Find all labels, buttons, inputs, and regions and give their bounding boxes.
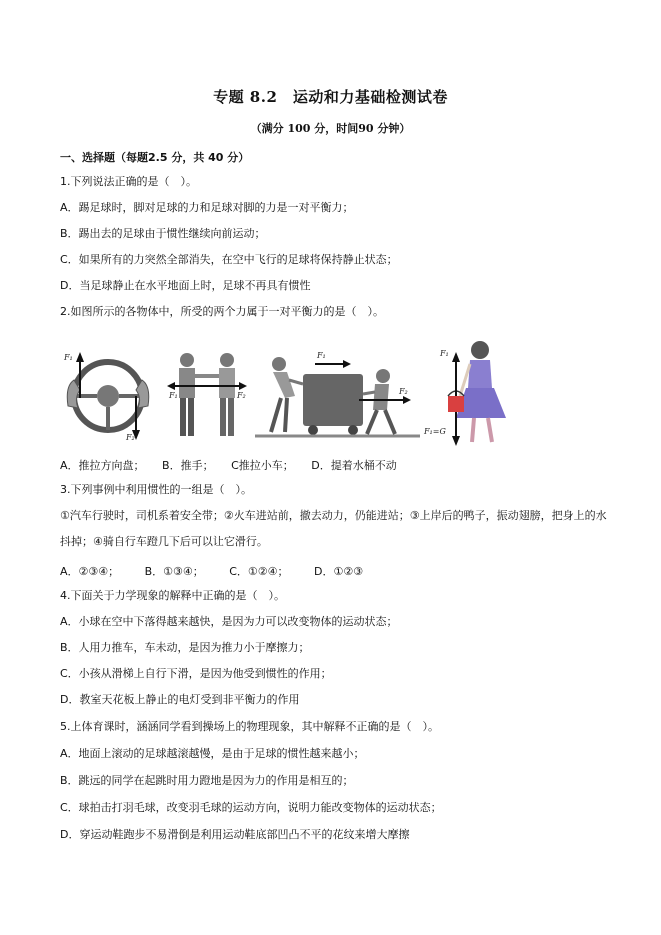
question-2-option-d: D．提着水桶不动 xyxy=(311,459,397,472)
question-4-option-c: C．小孩从滑梯上自行下滑，是因为他受到惯性的作用； xyxy=(60,667,332,680)
question-5-option-b: B．跳远的同学在起跳时用力蹬地是因为力的作用是相互的； xyxy=(60,774,354,787)
person-left-icon xyxy=(179,368,195,398)
question-1-stem: 1.下列说法正确的是（ ）。 xyxy=(60,175,197,188)
question-5-option-d: D．穿运动鞋跑步不易滑倒是利用运动鞋底部凹凸不平的花纹来增大摩擦 xyxy=(60,828,410,841)
question-2-option-c: C推拉小车； xyxy=(231,459,294,472)
question-3-option-a: A．②③④； xyxy=(60,565,120,578)
woman-icon xyxy=(468,360,492,388)
question-3-options xyxy=(60,563,377,579)
figure-label-fg: F₁=G xyxy=(424,427,446,436)
cart-icon xyxy=(303,374,363,426)
section-heading: 一、选择题（每题2.5 分，共 40 分） xyxy=(60,151,250,164)
steering-wheel-figure xyxy=(60,346,155,446)
question-3-stem: 3.下列事例中利用惯性的一组是（ ）。 xyxy=(60,483,252,496)
figure-label-f2: F₂ xyxy=(399,387,408,396)
figure-label-f1: F₁ xyxy=(440,349,449,358)
bucket-figure xyxy=(422,338,517,448)
question-1-option-c: C．如果所有的力突然全部消失，在空中飞行的足球将保持静止状态； xyxy=(60,253,398,266)
question-4-option-a: A．小球在空中下落得越来越快，是因为力可以改变物体的运动状态； xyxy=(60,615,398,628)
question-5-stem: 5.上体育课时，涵涵同学看到操场上的物理现象，其中解释不正确的是（ ）。 xyxy=(60,720,439,733)
person-right-icon xyxy=(219,368,235,398)
question-5-option-a: A．地面上滚动的足球越滚越慢，是由于足球的惯性越来越小； xyxy=(60,747,365,760)
question-2-stem: 2.如图所示的各物体中，所受的两个力属于一对平衡力的是（ ）。 xyxy=(60,305,384,318)
figure-label-f2: F₂ xyxy=(237,391,246,400)
question-2-option-b: B．推手； xyxy=(162,459,214,472)
question-2-options xyxy=(60,457,411,473)
question-1-option-a: A．踢足球时，脚对足球的力和足球对脚的力是一对平衡力； xyxy=(60,201,354,214)
question-5-option-c: C．球拍击打羽毛球，改变羽毛球的运动方向，说明力能改变物体的运动状态； xyxy=(60,801,442,814)
page-subtitle: （满分 100 分，时间90 分钟） xyxy=(250,122,411,135)
bucket-icon xyxy=(448,396,464,412)
question-3-option-d: D．①②③ xyxy=(314,565,364,578)
page-title: 专题 8.2 运动和力基础检测试卷 xyxy=(213,88,448,106)
figure-label-f1: F₁ xyxy=(317,351,326,360)
question-3-option-c: C．①②④； xyxy=(229,565,289,578)
figure-label-f1: F₁ xyxy=(64,353,73,362)
pushing-hands-figure xyxy=(165,346,250,446)
figure-label-f2: F₂ xyxy=(126,433,135,442)
question-3-option-b: B．①③④； xyxy=(144,565,204,578)
cart-figure xyxy=(255,346,420,446)
question-1-option-d: D．当足球静止在水平地面上时，足球不再具有惯性 xyxy=(60,279,311,292)
question-4-stem: 4.下面关于力学现象的解释中正确的是（ ）。 xyxy=(60,589,285,602)
question-1-option-b: B．踢出去的足球由于惯性继续向前运动； xyxy=(60,227,266,240)
question-4-option-b: B．人用力推车，车未动，是因为推力小于摩擦力； xyxy=(60,641,310,654)
question-4-option-d: D．教室天花板上静止的电灯受到非平衡力的作用 xyxy=(60,693,300,706)
question-3-body: ①汽车行驶时，司机系着安全带；②火车进站前，撤去动力，仍能进站；③上岸后的鸭子，振动翅膀，把身上的水抖掉；④骑自行车蹬几下后可以让它滑行。 xyxy=(60,509,607,548)
question-2-option-a: A．推拉方向盘； xyxy=(60,459,145,472)
figure-label-f1: F₁ xyxy=(169,391,178,400)
